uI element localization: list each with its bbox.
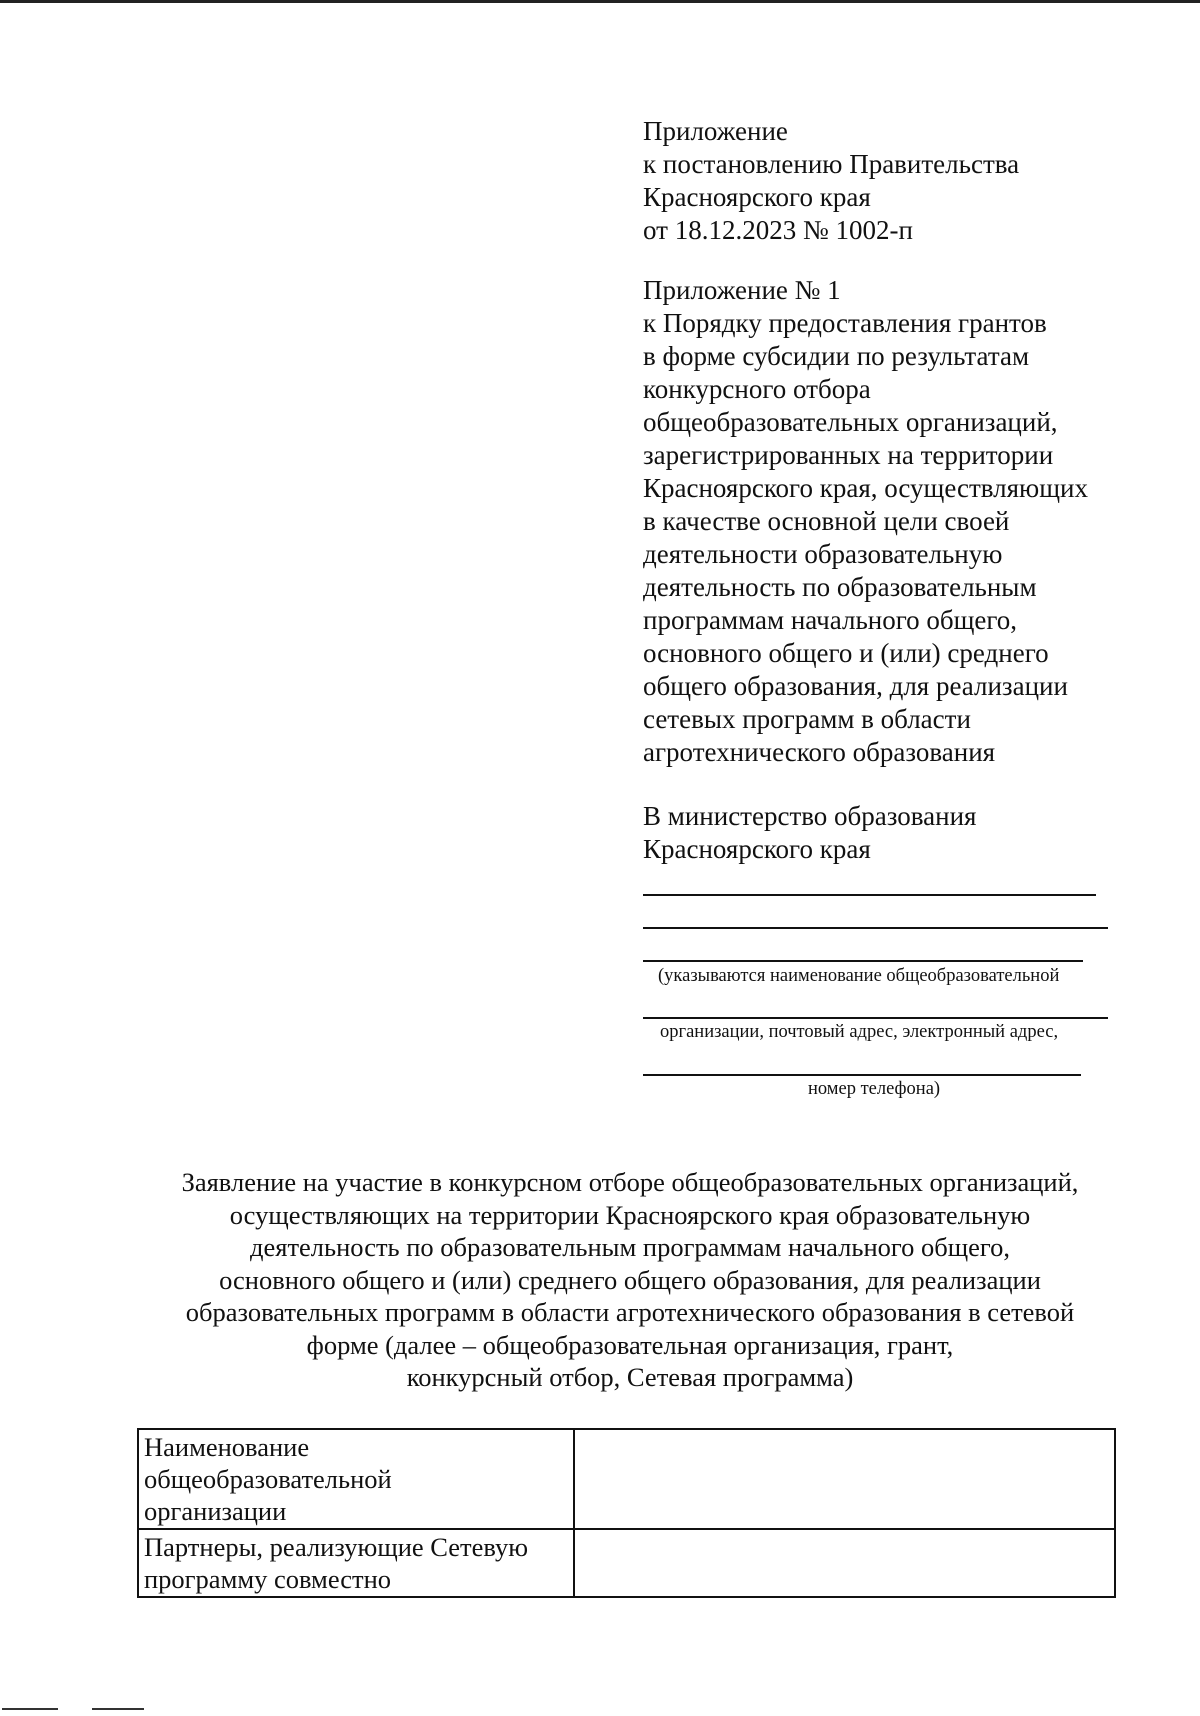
approval-line: Красноярского края <box>643 182 871 212</box>
appendix-line: общего образования, для реализации <box>643 671 1068 701</box>
appendix-line: деятельность по образовательным <box>643 572 1037 602</box>
appendix-line: агротехнического образования <box>643 737 996 767</box>
appendix-line: в качестве основной цели своей <box>643 506 1010 536</box>
label-line: организации <box>144 1496 287 1526</box>
approval-reference <box>643 115 1019 247</box>
table-row <box>138 1429 1115 1529</box>
appendix-line: Красноярского края, осуществляющих <box>643 473 1088 503</box>
approval-line: Приложение <box>643 116 788 146</box>
scan-edge-top <box>0 0 1200 3</box>
appendix-reference <box>643 274 1088 769</box>
application-title <box>100 1166 1160 1394</box>
appendix-line: зарегистрированных на территории <box>643 440 1054 470</box>
scan-edge-mark <box>92 1708 144 1710</box>
title-line: конкурсный отбор, Сетевая программа) <box>406 1362 854 1392</box>
appendix-line: сетевых программ в области <box>643 704 971 734</box>
scan-edge-mark <box>2 1708 58 1710</box>
approval-line: от 18.12.2023 № 1002-п <box>643 215 913 245</box>
appendix-line: общеобразовательных организаций, <box>643 407 1058 437</box>
partners-label <box>138 1529 574 1597</box>
blank-fill-line[interactable] <box>643 1074 1081 1076</box>
label-line: общеобразовательной <box>144 1464 392 1494</box>
label-line: программу совместно <box>144 1564 392 1594</box>
title-line: осуществляющих на территории Красноярского края образовательную <box>229 1199 1031 1230</box>
blank-fill-line[interactable] <box>643 1017 1108 1019</box>
appendix-line: к Порядку предоставления грантов <box>643 308 1047 338</box>
partners-field[interactable] <box>574 1529 1115 1597</box>
label-line: Наименование <box>144 1432 310 1462</box>
title-line: форме (далее – общеобразовательная организация, грант, <box>306 1329 954 1360</box>
title-line: Заявление на участие в конкурсном отборе общеобразовательных организаций, <box>181 1167 1079 1197</box>
blank-fill-line[interactable] <box>643 894 1096 896</box>
title-line: образовательных программ в области агротехнического образования в сетевой <box>185 1297 1075 1327</box>
application-form-table <box>137 1428 1116 1598</box>
addressee-line: В министерство образования <box>643 801 977 831</box>
applicant-hint-line: номер телефона) <box>808 1079 941 1099</box>
blank-fill-line[interactable] <box>643 960 1083 962</box>
appendix-line: Приложение № 1 <box>643 275 841 305</box>
blank-fill-line[interactable] <box>643 927 1108 929</box>
applicant-hint-line: (указываются наименование общеобразовательной <box>658 966 1060 986</box>
organization-name-label <box>138 1429 574 1529</box>
appendix-line: в форме субсидии по результатам <box>643 341 1030 371</box>
organization-name-field[interactable] <box>574 1429 1115 1529</box>
title-line: деятельность по образовательным программам начального общего, <box>250 1232 1010 1262</box>
title-line: основного общего и (или) среднего общего образования, для реализации <box>219 1264 1041 1295</box>
table-row <box>138 1529 1115 1597</box>
appendix-line: программам начального общего, <box>643 605 1018 635</box>
applicant-hint-line: организации, почтовый адрес, электронный адрес, <box>660 1022 1059 1042</box>
label-line: Партнеры, реализующие Сетевую <box>144 1532 529 1562</box>
appendix-line: основного общего и (или) среднего <box>643 638 1049 668</box>
appendix-line: конкурсного отбора <box>643 374 871 404</box>
addressee-block <box>643 800 976 866</box>
approval-line: к постановлению Правительства <box>643 149 1020 179</box>
appendix-line: деятельности образовательную <box>643 539 1003 569</box>
addressee-line: Красноярского края <box>643 834 871 864</box>
